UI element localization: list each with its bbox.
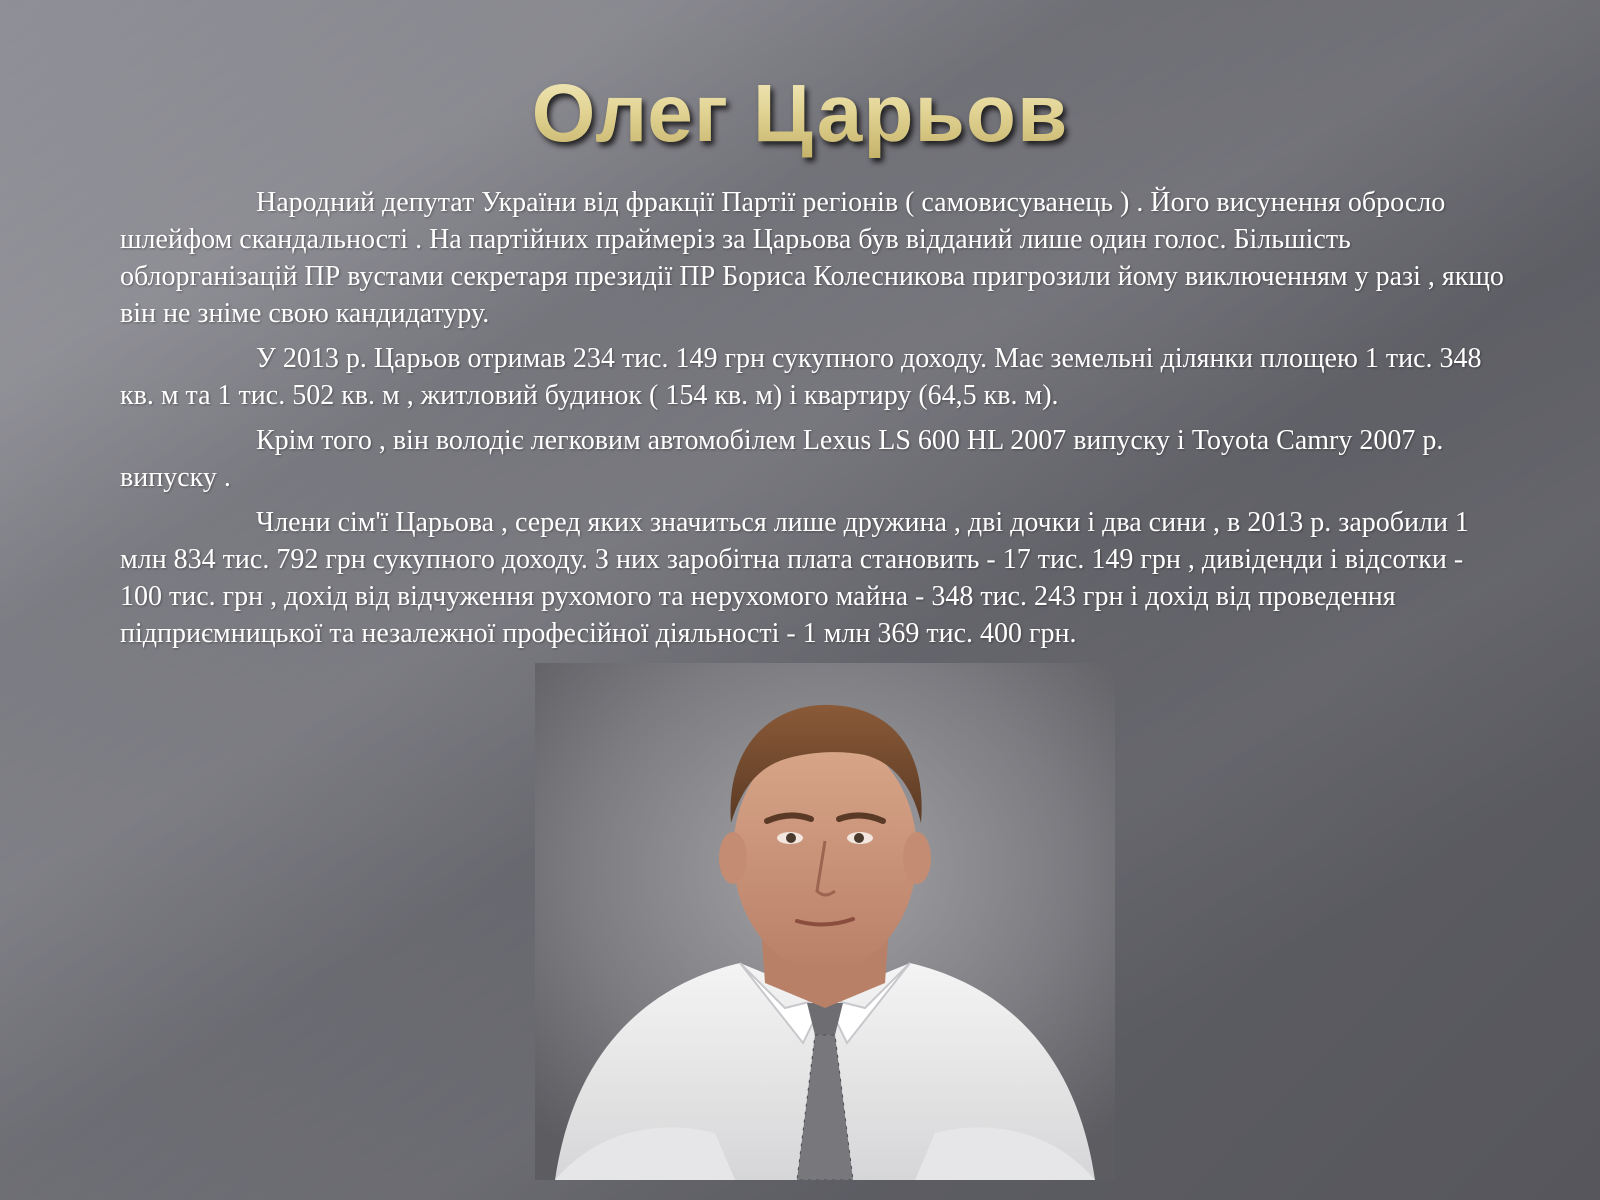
paragraph-cars: Крім того , він володіє легковим автомобілем Lexus LS 600 HL 2007 випуску і Toyota Camry 2007 р. випуску . xyxy=(120,425,1444,493)
slide-body xyxy=(120,184,1504,660)
paragraph-income: У 2013 р. Царьов отримав 234 тис. 149 грн сукупного доходу. Має земельні ділянки площею 1 тис. 348 кв. м та 1 тис. 502 кв. м , житловий будинок ( 154 кв. м) і квартиру (64,5 кв. м). xyxy=(120,343,1482,411)
portrait-photo xyxy=(535,663,1115,1180)
paragraph-biography: Народний депутат України від фракції Партії регіонів ( самовисуванець ) . Його висунення обросло шлейфом скандальності . На партійних праймеріз за Царьова був відданий лише один голос. Більшість облорганізацій ПР вустами секретаря президії ПР Бориса Колесникова пригрозили йому виключенням у разі , якщо він не зніме свою кандидатуру. xyxy=(120,187,1504,329)
paragraph-family-income: Члени сім'ї Царьова , серед яких значиться лише дружина , дві дочки і два сини , в 2013 р. заробили 1 млн 834 тис. 792 грн сукупного доходу. З них заробітна плата становить - 17 тис. 149 грн , дивіденди і відсотки - 100 тис. грн , дохід від відчуження рухомого та нерухомого майна - 348 тис. 243 грн і дохід від проведення підприємницької та незалежної професійної діяльності - 1 млн 369 тис. 400 грн. xyxy=(120,507,1469,649)
portrait-illustration xyxy=(535,663,1115,1180)
slide-title: Олег Царьов xyxy=(0,66,1600,162)
